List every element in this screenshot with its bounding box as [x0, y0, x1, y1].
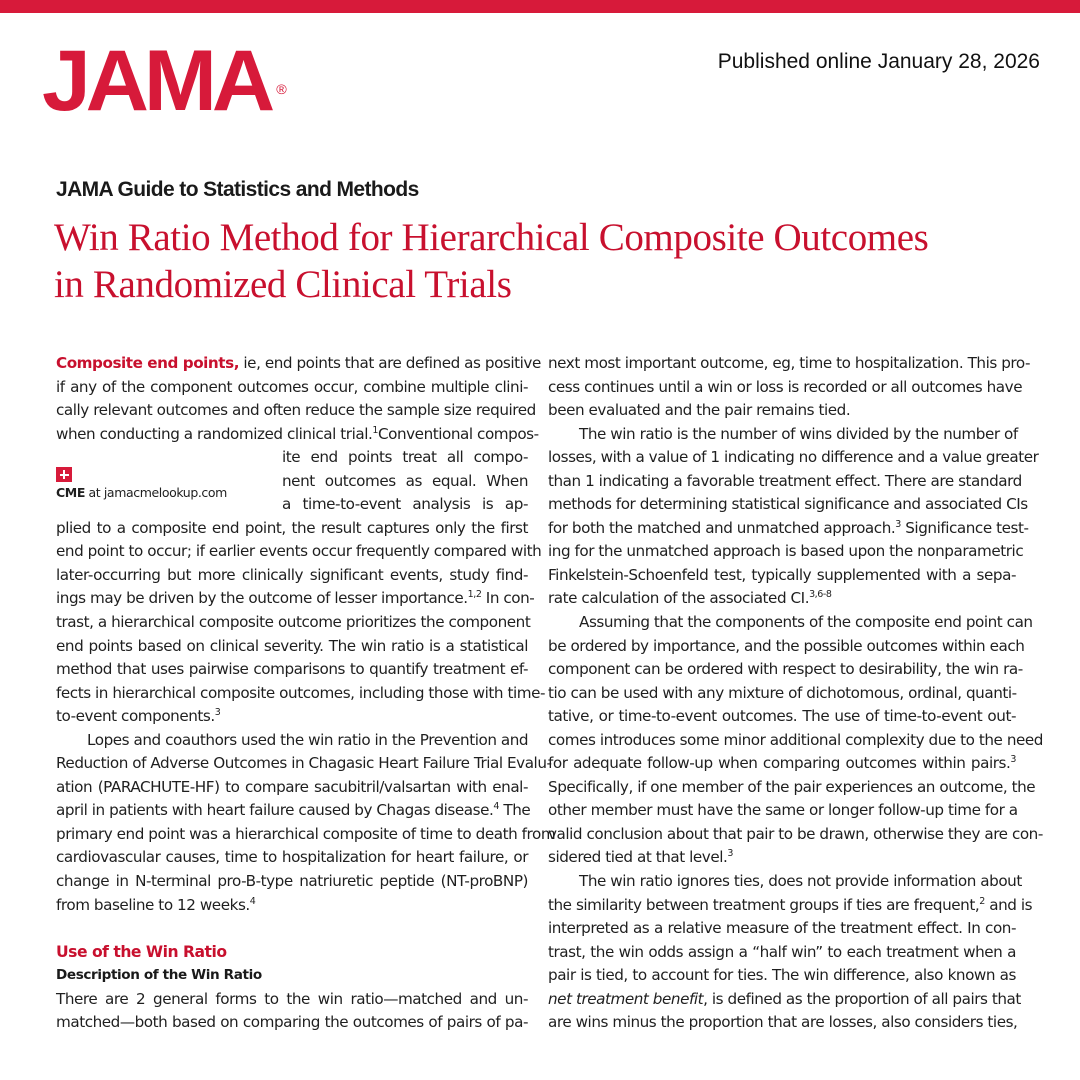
body-line: Lopes and coauthors used the win ratio in the Prevention and — [87, 730, 529, 749]
body-line: pair is tied, to account for ties. The win difference, also known as — [548, 966, 1016, 985]
citation: 1 — [372, 424, 378, 436]
body-line: change in N-terminal pro-B-type natriuretic peptide (NT-proBNP) — [56, 872, 528, 891]
title-line-2: in Randomized Clinical Trials — [54, 263, 512, 306]
series-label: JAMA Guide to Statistics and Methods — [56, 178, 419, 201]
body-line: comes introduces some minor additional complexity due to the need — [548, 730, 1043, 749]
body-line: sidered tied at that level.$^3$ — [548, 848, 733, 867]
body-line: component can be ordered with respect to desirability, the win ra- — [548, 660, 1023, 679]
body-line: primary end point was a hierarchical composite of time to death from — [56, 824, 556, 843]
body-line: ation (PARACHUTE-HF) to compare sacubitril/valsartan with enal- — [56, 777, 528, 796]
top-accent-bar — [0, 0, 1080, 13]
body-line: ite end points treat all compo- — [282, 448, 528, 467]
cme-label: CME — [56, 485, 85, 500]
body-line: Reduction of Adverse Outcomes in Chagasic Heart Failure Trial Evalu- — [56, 754, 552, 773]
body-line: tative, or time-to-event outcomes. The use of time-to-event out- — [548, 707, 1016, 726]
body-line: trast, a hierarchical composite outcome prioritizes the component — [56, 613, 531, 632]
body-line: next most important outcome, eg, time to hospitalization. This pro- — [548, 354, 1031, 372]
body-line: losses, with a value of 1 indicating no difference and a value greater — [548, 448, 1039, 467]
body-line: ing for the unmatched approach is based upon the nonparametric — [548, 542, 1024, 561]
title-line-1: Win Ratio Method for Hierarchical Composite Outcomes — [54, 216, 929, 259]
citation: 3 — [895, 518, 901, 530]
body-line: when conducting a randomized clinical trial.$^1$Conventional compos- — [56, 424, 539, 443]
citation: 4 — [493, 801, 499, 813]
emphasized-term: net treatment benefit — [548, 989, 704, 1008]
body-line: cally relevant outcomes and often reduce the sample size required — [56, 401, 536, 420]
citation: 1,2 — [467, 589, 482, 601]
body-line: fects in hierarchical composite outcomes, including those with time- — [56, 683, 546, 702]
body-line: april in patients with heart failure caused by Chagas disease.$^4$ The — [56, 801, 531, 820]
body-line: method that uses pairwise comparisons to quantify treatment ef- — [56, 660, 528, 679]
spacer — [56, 917, 528, 941]
body-line: There are 2 general forms to the win ratio—matched and un- — [56, 989, 528, 1008]
body-line: rate calculation of the associated CI.$^{3,6-8}$ — [548, 589, 832, 608]
body-line: net treatment benefit, is defined as the proportion of all pairs that — [548, 989, 1021, 1008]
cme-url: at jamacmelookup.com — [84, 485, 227, 500]
body-line: than 1 indicating a favorable treatment effect. There are standard — [548, 471, 1022, 490]
body-line: from baseline to 12 weeks.$^4$ — [56, 895, 256, 914]
body-line: Composite end points, ie, end points that are defined as positive — [56, 354, 541, 372]
citation: 4 — [249, 895, 256, 907]
citation: 3,6-8 — [809, 589, 832, 601]
body-line: end point to occur; if earlier events occur frequently compared with — [56, 542, 542, 561]
body-line: Assuming that the components of the composite end point can — [579, 613, 1033, 632]
body-line: for adequate follow-up when comparing outcomes within pairs.$^3$ — [548, 754, 1016, 773]
citation: 3 — [1010, 754, 1016, 766]
body-line: been evaluated and the pair remains tied. — [548, 401, 851, 420]
section-heading: Use of the Win Ratio — [56, 942, 227, 961]
logo-text: JAMA — [42, 33, 271, 129]
body-line: if any of the component outcomes occur, combine multiple clini- — [56, 377, 528, 396]
body-line: be ordered by importance, and the possible outcomes within each — [548, 636, 1025, 655]
citation: 2 — [979, 895, 985, 907]
body-line: ings may be driven by the outcome of lesser importance.$^{1,2}$ In con- — [56, 589, 535, 608]
body-line: cess continues until a win or loss is recorded or all outcomes have — [548, 377, 1023, 396]
left-column — [56, 352, 556, 1035]
body-line: cardiovascular causes, time to hospitalization for heart failure, or — [56, 848, 528, 867]
body-line: are wins minus the proportion that are losses, also considers ties, — [548, 1013, 1018, 1032]
body-line: later-occurring but more clinically significant events, study find- — [56, 565, 528, 584]
body-line: other member must have the same or longer follow-up time for a — [548, 801, 1018, 820]
body-line: to-event components.$^3$ — [56, 707, 221, 726]
body-line: The win ratio is the number of wins divided by the number of — [579, 424, 1018, 443]
subsection-heading: Description of the Win Ratio — [56, 967, 262, 984]
body-line: the similarity between treatment groups if ties are frequent,$^2$ and is — [548, 895, 1033, 914]
body-line: Specifically, if one member of the pair experiences an outcome, the — [548, 777, 1036, 796]
body-line: trast, the win odds assign a “half win” to each treatment when a — [548, 942, 1016, 961]
body-line: tio can be used with any mixture of dichotomous, ordinal, quanti- — [548, 683, 1017, 702]
body-line: Finkelstein-Schoenfeld test, typically supplemented with a sepa- — [548, 565, 1016, 584]
body-line: plied to a composite end point, the result captures only the first — [56, 518, 528, 537]
body-line: interpreted as a relative measure of the treatment effect. In con- — [548, 919, 1016, 938]
body-line: The win ratio ignores ties, does not provide information about — [579, 872, 1022, 891]
body-line: matched—both based on comparing the outcomes of pairs of pa- — [56, 1013, 528, 1032]
right-column — [548, 352, 1043, 1035]
citation: 3 — [727, 848, 733, 860]
lead-term: Composite end points, — [56, 354, 240, 372]
body-line: a time-to-event analysis is ap- — [282, 495, 528, 514]
journal-logo — [42, 33, 287, 129]
body-line: valid conclusion about that pair to be drawn, otherwise they are con- — [548, 824, 1043, 843]
body-line: nent outcomes as equal. When — [282, 471, 528, 490]
article-title — [54, 214, 1054, 308]
body-line: for both the matched and unmatched approach.$^3$ Significance test- — [548, 518, 1029, 537]
body-line: methods for determining statistical significance and associated CIs — [548, 495, 1028, 514]
registered-mark: ® — [276, 81, 287, 97]
publication-date: Published online January 28, 2026 — [717, 50, 1040, 73]
citation: 3 — [214, 707, 221, 719]
body-line: end points based on clinical severity. The win ratio is a statistical — [56, 636, 528, 655]
